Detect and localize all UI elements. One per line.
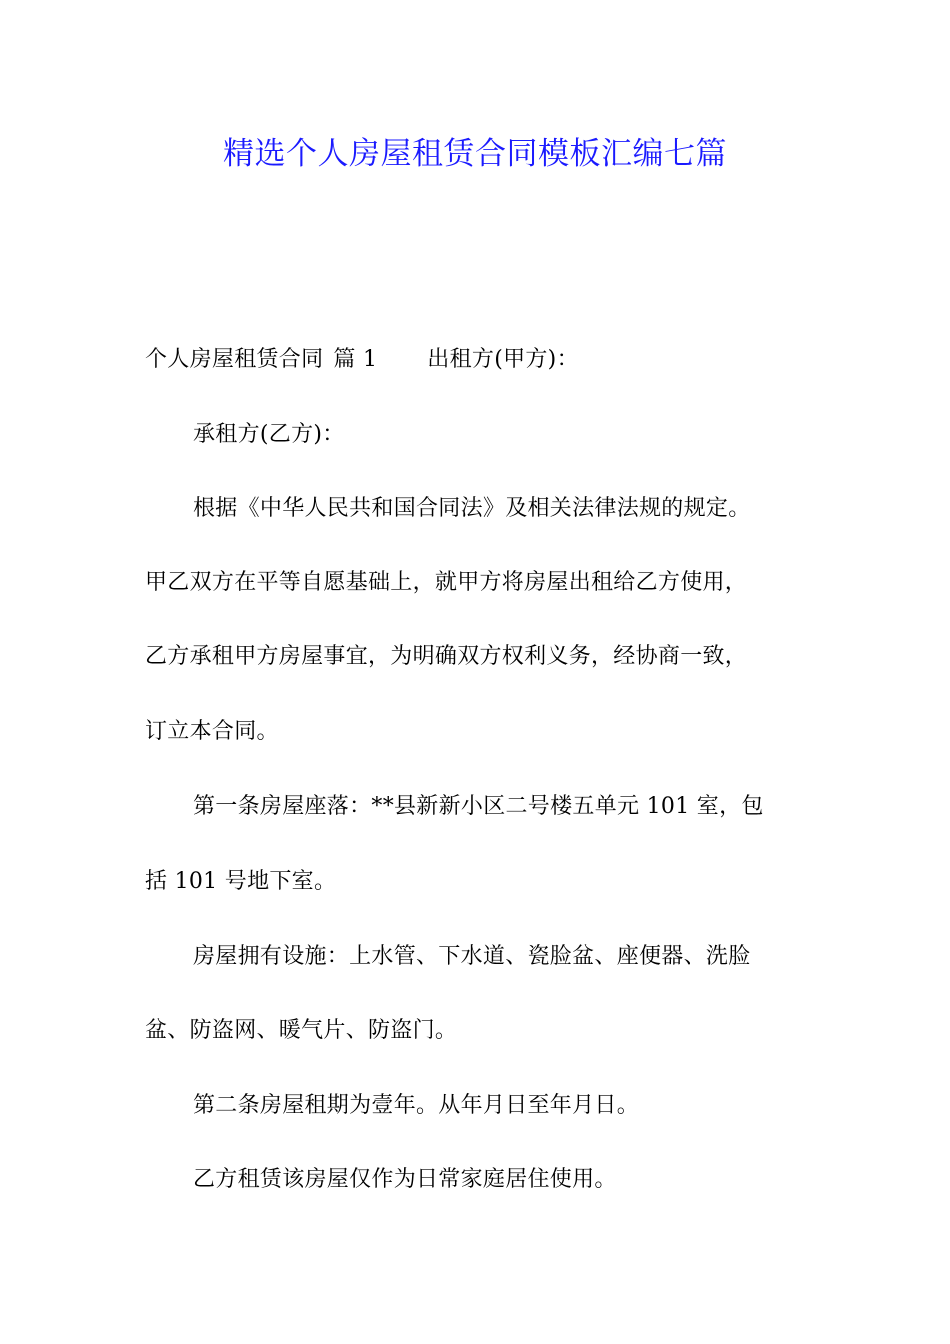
paragraph-line: 订立本合同。 <box>145 719 279 744</box>
paragraph-line: 乙方承租甲方房屋事宜，为明确双方权利义务，经协商一致， <box>145 644 748 669</box>
usage-line: 乙方租赁该房屋仅作为日常家庭居住使用。 <box>193 1167 617 1192</box>
article-two-line: 第二条房屋租期为壹年。从年月日至年月日。 <box>193 1093 640 1118</box>
section-heading-line <box>145 345 579 375</box>
facilities-line: 房屋拥有设施：上水管、下水道、瓷脸盆、座便器、洗脸 <box>193 944 751 969</box>
article-one-line: 第一条房屋座落：**县新新小区二号楼五单元 101 室，包 <box>193 794 764 819</box>
lessor-label: 出租方(甲方)： <box>427 347 579 372</box>
document-title: 精选个人房屋租赁合同模板汇编七篇 <box>223 136 727 172</box>
paragraph-line: 甲乙双方在平等自愿基础上，就甲方将房屋出租给乙方使用， <box>145 570 748 595</box>
lessee-label: 承租方(乙方)： <box>193 422 345 447</box>
section-title: 个人房屋租赁合同 <box>145 347 324 372</box>
facilities-line: 盆、防盗网、暖气片、防盗门。 <box>145 1018 458 1043</box>
paragraph-line: 根据《中华人民共和国合同法》及相关法律法规的规定。 <box>193 496 751 521</box>
section-number: 篇 1 <box>333 347 378 372</box>
article-one-line: 括 101 号地下室。 <box>145 869 337 894</box>
